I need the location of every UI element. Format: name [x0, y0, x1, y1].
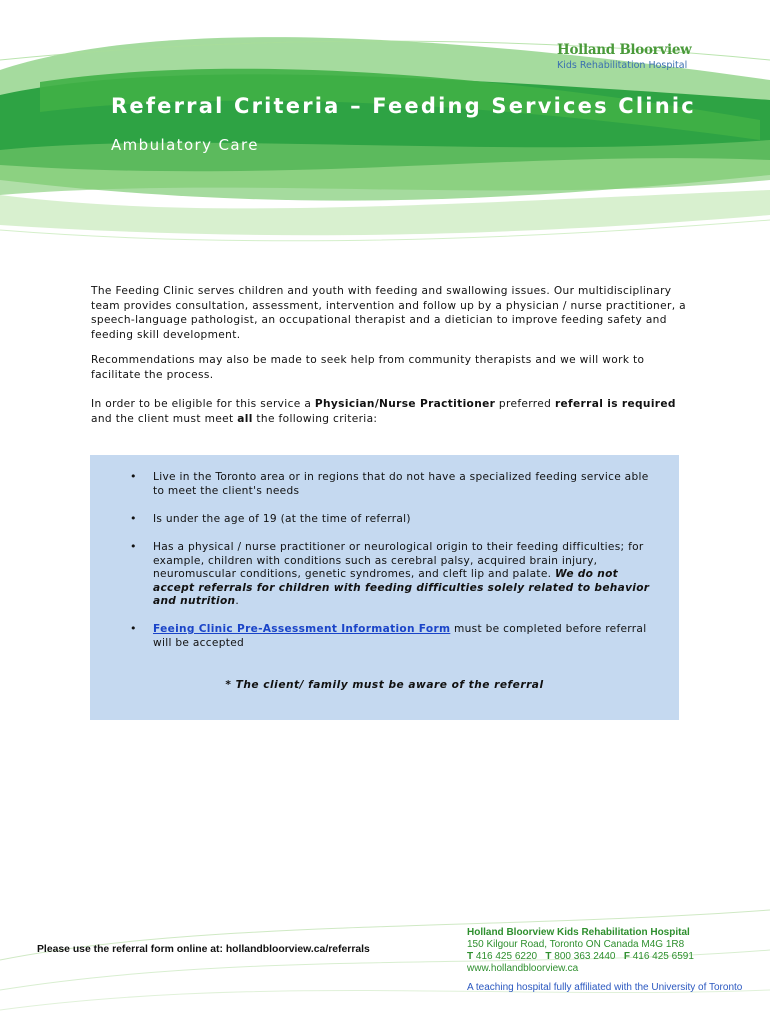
- hospital-website[interactable]: www.hollandbloorview.ca: [467, 963, 579, 974]
- criteria-item: • Live in the Toronto area or in regions that do not have a specialized feeding service able to meet the client's needs: [130, 470, 649, 497]
- hospital-logo: [557, 42, 692, 71]
- hospital-name: Holland Bloorview Kids Rehabilitation Hospital: [467, 927, 690, 938]
- referral-note: * The client/ family must be aware of the referral: [225, 679, 544, 691]
- referral-form-note: Please use the referral form online at: hollandbloorview.ca/referrals: [37, 944, 370, 955]
- criteria-item: • Has a physical / nurse practitioner or neurological origin to their feeding difficulties; for example, children with conditions such as cerebral palsy, acquired brain injury, neuromuscular conditions, genetic syndromes, and cleft lip and palate. We do not accept referrals for children with feeding difficulties solely related to behavior and nutrition.: [130, 540, 650, 608]
- hospital-address: 150 Kilgour Road, Toronto ON Canada M4G 1R8: [467, 939, 685, 950]
- page-title: Referral Criteria – Feeding Services Clinic: [111, 94, 696, 118]
- criteria-box: [90, 455, 679, 720]
- criteria-item: • Is under the age of 19 (at the time of referral): [130, 512, 411, 525]
- bullet-icon: •: [130, 470, 137, 483]
- bullet-icon: •: [130, 512, 137, 525]
- header-banner: [0, 0, 770, 250]
- eligibility-paragraph: In order to be eligible for this service a Physician/Nurse Practitioner preferred referral is required and the client must meet all the following criteria:: [91, 398, 676, 425]
- intro-paragraph-1: The Feeding Clinic serves children and youth with feeding and swallowing issues. Our multidisciplinary team provides consultation, assessment, intervention and follow up by a physician / nurse practitioner, a speech-language pathologist, an occupational therapist and a dietician to improve feeding safety and feeding skill development.: [91, 285, 686, 341]
- criteria-item: • Feeing Clinic Pre-Assessment Information Form must be completed before referral will be accepted: [130, 622, 647, 649]
- logo-subtitle: Kids Rehabilitation Hospital: [557, 60, 688, 71]
- page-subtitle: Ambulatory Care: [111, 136, 259, 154]
- university-affiliation: A teaching hospital fully affiliated with the University of Toronto: [467, 982, 743, 993]
- bullet-icon: •: [130, 622, 137, 635]
- hospital-contact: [467, 927, 694, 975]
- logo-name: Holland Bloorview: [557, 42, 692, 58]
- pre-assessment-form-link[interactable]: Feeing Clinic Pre-Assessment Information Form: [153, 623, 451, 635]
- bullet-icon: •: [130, 540, 137, 553]
- intro-paragraph-2: Recommendations may also be made to seek help from community therapists and we will work to facilitate the process.: [91, 354, 645, 381]
- hospital-phones: T 416 425 6220 T 800 363 2440 F 416 425 6591: [467, 951, 694, 962]
